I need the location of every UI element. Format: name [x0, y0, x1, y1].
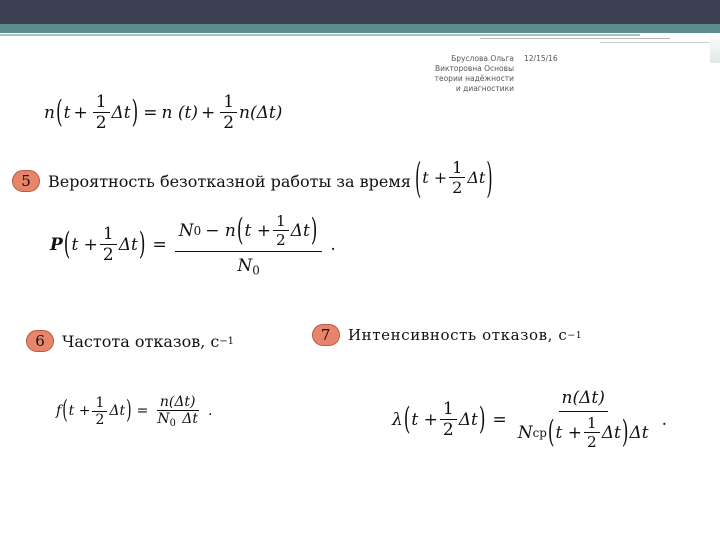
section-5-interval-expression: ( t + $\frac{1}{2}$ Δt ): [415, 152, 493, 203]
period: .: [661, 409, 668, 430]
var-f: f: [56, 403, 62, 420]
term-n-t: n (t): [161, 102, 198, 123]
op-eq: =: [492, 409, 507, 430]
formula-failure-frequency: f ( t + $\frac{1}{2}$ Δt ) = $\frac{n(\Delta t)}{N_0 \Delta t}$ .: [56, 394, 213, 429]
fraction-half: $\frac{1}{2}$: [220, 92, 237, 133]
term-n-dt: n(Δt): [239, 102, 283, 123]
section-title: Вероятность безотказной работы за время: [48, 171, 411, 191]
accent-line-3: [600, 42, 720, 43]
accent-line-2: [480, 38, 670, 39]
section-6-heading: [26, 330, 234, 352]
fraction-main: [515, 388, 652, 451]
fraction-half: $\frac{1}{2}$: [440, 399, 457, 440]
formula-reliability-probability: P ( t + $\frac{1}{2}$ Δt ) = N 0 − n ( t + $\frac{1}{2}$ Δt ) $N_0$ .: [50, 212, 336, 278]
denominator: $N_0$ Δt: [157, 411, 199, 429]
var-t: t +: [422, 168, 448, 187]
accent-bar: [0, 24, 720, 33]
slide-date: 12/15/16: [524, 54, 558, 63]
var-t: t +: [411, 409, 438, 430]
denominator: $N_0$: [237, 256, 260, 278]
fraction-half: $\frac{1}{2}$: [449, 158, 465, 197]
section-number-badge: 6: [26, 330, 54, 352]
unit-exponent: −1: [567, 329, 583, 341]
formula-n-half-interval: n ( t + $\frac{1}{2}$ Δt ) = n (t) + $\frac{1}{2}$ n(Δt): [44, 92, 283, 133]
var-dt: Δt: [111, 102, 131, 123]
op-eq: =: [143, 102, 158, 123]
numerator: N 0 − n ( t + $\frac{1}{2}$ Δt ): [175, 212, 323, 252]
period: .: [330, 234, 336, 255]
op-plus: +: [200, 102, 216, 123]
var-lambda: λ: [392, 409, 403, 430]
var-dt: Δt: [109, 403, 126, 420]
corner-decoration: [710, 33, 720, 63]
var-dt: Δt: [467, 168, 486, 187]
section-number-badge: 5: [12, 170, 40, 192]
formula-failure-rate: λ ( t + $\frac{1}{2}$ Δt ) = n(Δt) N ср ( t + $\frac{1}{2}$ Δt ) Δt .: [392, 388, 668, 451]
author-line: Бруслова Ольга: [451, 54, 514, 63]
fraction-main: [175, 212, 323, 278]
period: .: [208, 403, 213, 420]
var-p: P: [50, 234, 63, 255]
numerator: n(Δt): [559, 388, 608, 412]
var-t: t: [63, 102, 71, 123]
op-eq: =: [136, 403, 149, 420]
author-line: теории надёжности: [434, 74, 514, 83]
author-line: и диагностики: [455, 84, 514, 93]
section-5-heading: [12, 170, 411, 192]
fraction-half: $\frac{1}{2}$: [93, 92, 110, 133]
var-dt: Δt: [458, 409, 478, 430]
var-dt: Δt: [118, 234, 138, 255]
header-bar: [0, 0, 720, 24]
section-7-heading: [312, 324, 582, 346]
var-t: t +: [68, 403, 91, 420]
fraction-half: $\frac{1}{2}$: [92, 395, 107, 428]
unit-exponent: −1: [219, 335, 234, 347]
fraction-half: $\frac{1}{2}$: [100, 224, 117, 265]
op-eq: =: [152, 234, 167, 255]
op-plus: +: [73, 102, 88, 123]
fraction-main: [154, 394, 201, 429]
section-number-badge: 7: [312, 324, 340, 346]
var-n: n: [44, 102, 55, 123]
var-t: t +: [71, 234, 98, 255]
accent-line: [0, 34, 640, 36]
section-title: Частота отказов, с: [62, 331, 220, 351]
author-line: Викторовна Основы: [434, 64, 514, 73]
numerator: n(Δt): [157, 394, 199, 411]
section-title: Интенсивность отказов, с: [348, 326, 568, 344]
author-footer: [410, 54, 514, 94]
denominator: N ср ( t + $\frac{1}{2}$ Δt ) Δt: [517, 414, 649, 451]
